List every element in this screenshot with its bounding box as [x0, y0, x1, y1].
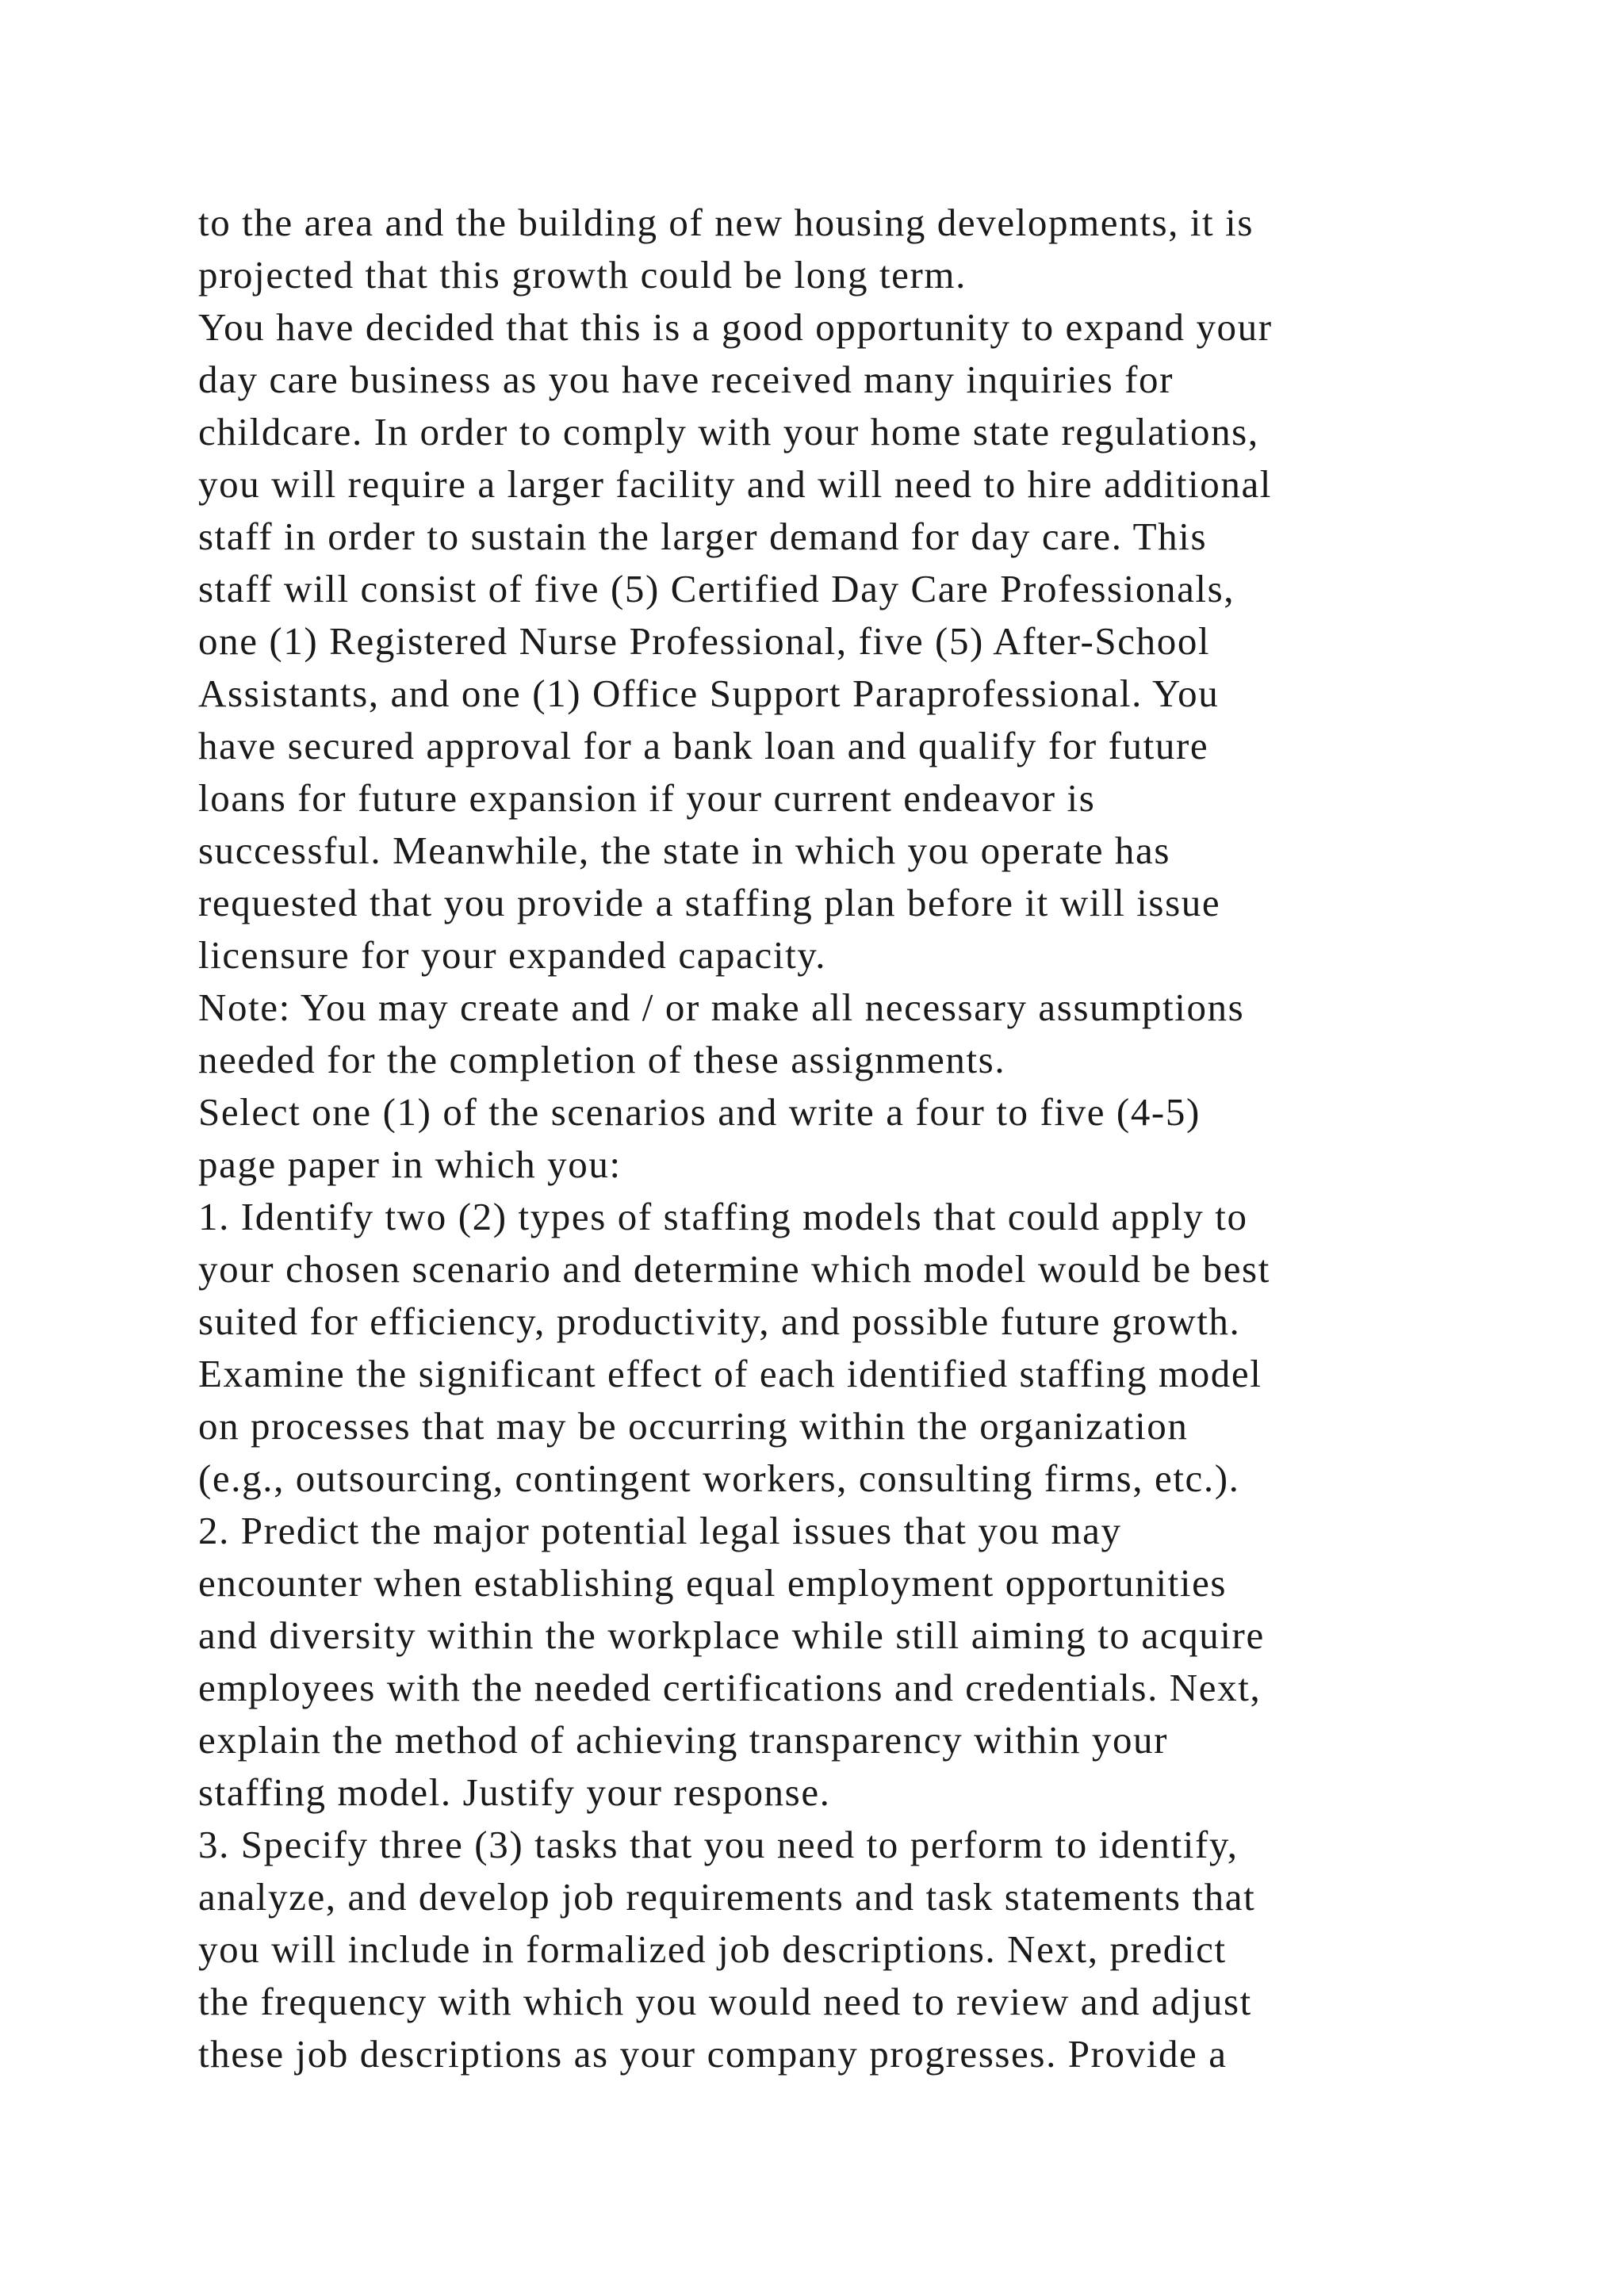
text-line: have secured approval for a bank loan and qualify for future: [198, 724, 1209, 767]
text-line: day care business as you have received many inquiries for: [198, 358, 1174, 401]
text-line: projected that this growth could be long term.: [198, 253, 967, 297]
text-line: childcare. In order to comply with your home state regulations,: [198, 410, 1259, 453]
text-line: staffing model. Justify your response.: [198, 1770, 831, 1814]
text-line: licensure for your expanded capacity.: [198, 933, 827, 977]
text-line: 1. Identify two (2) types of staffing models that could apply to: [198, 1195, 1248, 1238]
text-line: suited for efficiency, productivity, and possible future growth.: [198, 1299, 1241, 1343]
text-line: page paper in which you:: [198, 1142, 622, 1186]
text-line: successful. Meanwhile, the state in which you operate has: [198, 828, 1171, 872]
text-line: encounter when establishing equal employment opportunities: [198, 1561, 1228, 1605]
text-line: needed for the completion of these assignments.: [198, 1038, 1006, 1081]
text-line: analyze, and develop job requirements and task statements that: [198, 1875, 1256, 1919]
text-line: one (1) Registered Nurse Professional, five (5) After-School: [198, 619, 1211, 663]
document-body: [198, 197, 1546, 2080]
text-line: you will require a larger facility and will need to hire additional: [198, 462, 1273, 506]
text-line: these job descriptions as your company progresses. Provide a: [198, 2032, 1228, 2076]
text-line: and diversity within the workplace while still aiming to acquire: [198, 1613, 1265, 1657]
text-line: your chosen scenario and determine which model would be best: [198, 1247, 1270, 1291]
text-line: on processes that may be occurring within the organization: [198, 1404, 1189, 1448]
text-line: Examine the significant effect of each identified staffing model: [198, 1352, 1262, 1395]
text-line: requested that you provide a staffing plan before it will issue: [198, 881, 1221, 924]
text-line: 2. Predict the major potential legal issues that you may: [198, 1509, 1122, 1552]
text-line: staff in order to sustain the larger demand for day care. This: [198, 515, 1208, 558]
text-line: Select one (1) of the scenarios and write a four to five (4-5): [198, 1090, 1201, 1134]
text-line: (e.g., outsourcing, contingent workers, consulting firms, etc.).: [198, 1456, 1240, 1500]
text-line: employees with the needed certifications and credentials. Next,: [198, 1666, 1262, 1709]
text-line: Note: You may create and / or make all necessary assumptions: [198, 985, 1245, 1029]
text-line: explain the method of achieving transparency within your: [198, 1718, 1169, 1762]
text-line: the frequency with which you would need to review and adjust: [198, 1980, 1252, 2023]
text-line: Assistants, and one (1) Office Support Paraprofessional. You: [198, 672, 1220, 715]
text-line: to the area and the building of new housing developments, it is: [198, 201, 1254, 244]
text-line: You have decided that this is a good opportunity to expand your: [198, 305, 1273, 349]
text-line: loans for future expansion if your current endeavor is: [198, 776, 1096, 820]
text-line: you will include in formalized job descriptions. Next, predict: [198, 1927, 1227, 1971]
text-line: 3. Specify three (3) tasks that you need to perform to identify,: [198, 1823, 1239, 1866]
text-line: staff will consist of five (5) Certified Day Care Professionals,: [198, 567, 1235, 610]
